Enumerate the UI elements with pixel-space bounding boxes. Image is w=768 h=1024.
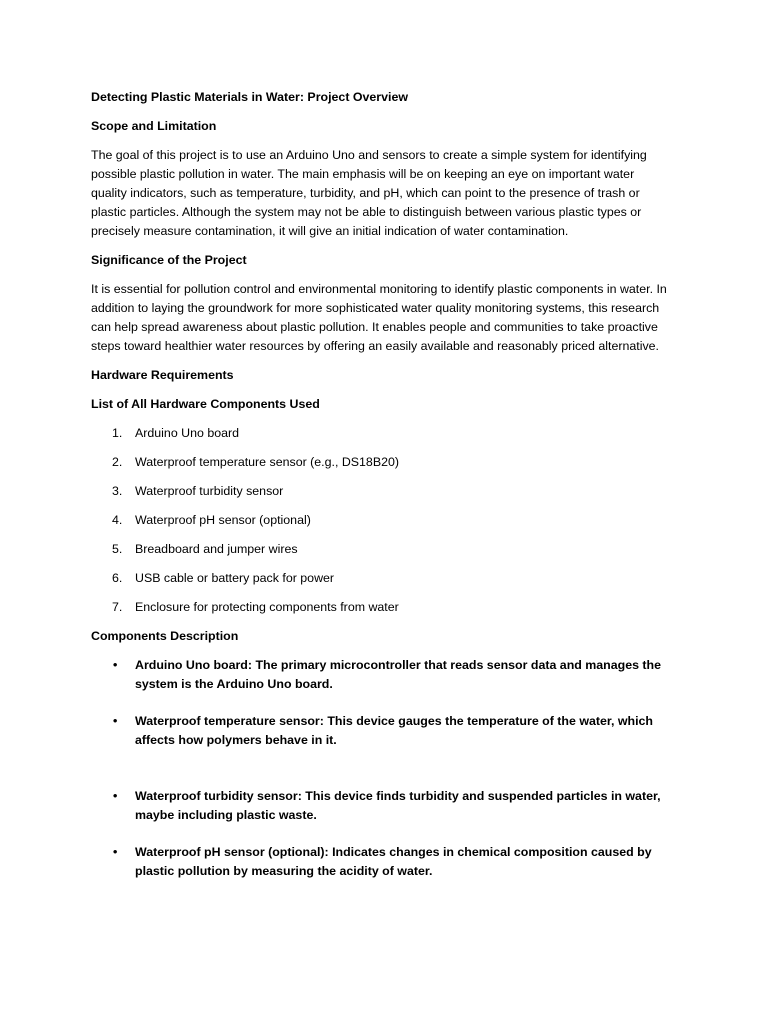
list-item — [91, 843, 671, 881]
list-item-text: Waterproof pH sensor (optional) — [135, 513, 311, 527]
list-item — [91, 511, 671, 530]
list-number: 5. — [112, 542, 123, 556]
list-number: 7. — [112, 600, 123, 614]
list-number: 6. — [112, 571, 123, 585]
list-number: 2. — [112, 455, 123, 469]
document-page — [91, 88, 671, 881]
list-item — [91, 598, 671, 617]
bullet-icon: • — [113, 658, 118, 672]
scope-heading: Scope and Limitation — [91, 119, 217, 133]
significance-heading: Significance of the Project — [91, 253, 247, 267]
list-item-text: Waterproof turbidity sensor — [135, 484, 284, 498]
list-item — [91, 424, 671, 443]
bullet-icon: • — [113, 845, 118, 859]
hardware-heading: Hardware Requirements — [91, 368, 234, 382]
bullet-icon: • — [113, 714, 118, 728]
bullet-icon: • — [113, 789, 118, 803]
list-item — [91, 540, 671, 559]
significance-paragraph: It is essential for pollution control and environmental monitoring to identify plastic components in water. In addition to laying the groundwork for more sophisticated water quality monitoring systems, this research can help spread awareness about plastic pollution. It enables people and communities to take proactive steps toward healthier water resources by offering an easily available and reasonably priced alternative. — [91, 282, 667, 353]
document-title: Detecting Plastic Materials in Water: Project Overview — [91, 90, 408, 104]
list-item-text: Arduino Uno board: The primary microcontroller that reads sensor data and manages the system is the Arduino Uno board. — [135, 658, 662, 691]
list-item — [91, 453, 671, 472]
list-item-text: Waterproof temperature sensor (e.g., DS18B20) — [135, 455, 399, 469]
list-item — [91, 787, 671, 825]
list-number: 1. — [112, 426, 123, 440]
list-item-text: Waterproof temperature sensor: This device gauges the temperature of the water, which affects how polymers behave in it. — [135, 714, 654, 747]
components-list — [91, 656, 671, 881]
list-item — [91, 656, 671, 694]
hardware-list-heading: List of All Hardware Components Used — [91, 397, 320, 411]
list-number: 3. — [112, 484, 123, 498]
list-number: 4. — [112, 513, 123, 527]
scope-paragraph: The goal of this project is to use an Arduino Uno and sensors to create a simple system for identifying possible plastic pollution in water. The main emphasis will be on keeping an eye on important water quality indicators, such as temperature, turbidity, and pH, which can point to the presence of trash or plastic particles. Although the system may not be able to distinguish between various plastic types or precisely measure contamination, it will give an initial indication of water contamination. — [91, 148, 647, 238]
list-item-text: Enclosure for protecting components from water — [135, 600, 399, 614]
hardware-list — [91, 424, 671, 617]
components-heading: Components Description — [91, 629, 239, 643]
list-item-text: Breadboard and jumper wires — [135, 542, 298, 556]
list-item — [91, 482, 671, 501]
list-item — [91, 712, 671, 750]
list-item-text: USB cable or battery pack for power — [135, 571, 335, 585]
list-item-text: Arduino Uno board — [135, 426, 240, 440]
list-item-text: Waterproof turbidity sensor: This device finds turbidity and suspended particles in water, maybe including plastic waste. — [135, 789, 661, 822]
list-item-text: Waterproof pH sensor (optional): Indicates changes in chemical composition caused by plastic pollution by measuring the acidity of water. — [135, 845, 652, 878]
list-item — [91, 569, 671, 588]
